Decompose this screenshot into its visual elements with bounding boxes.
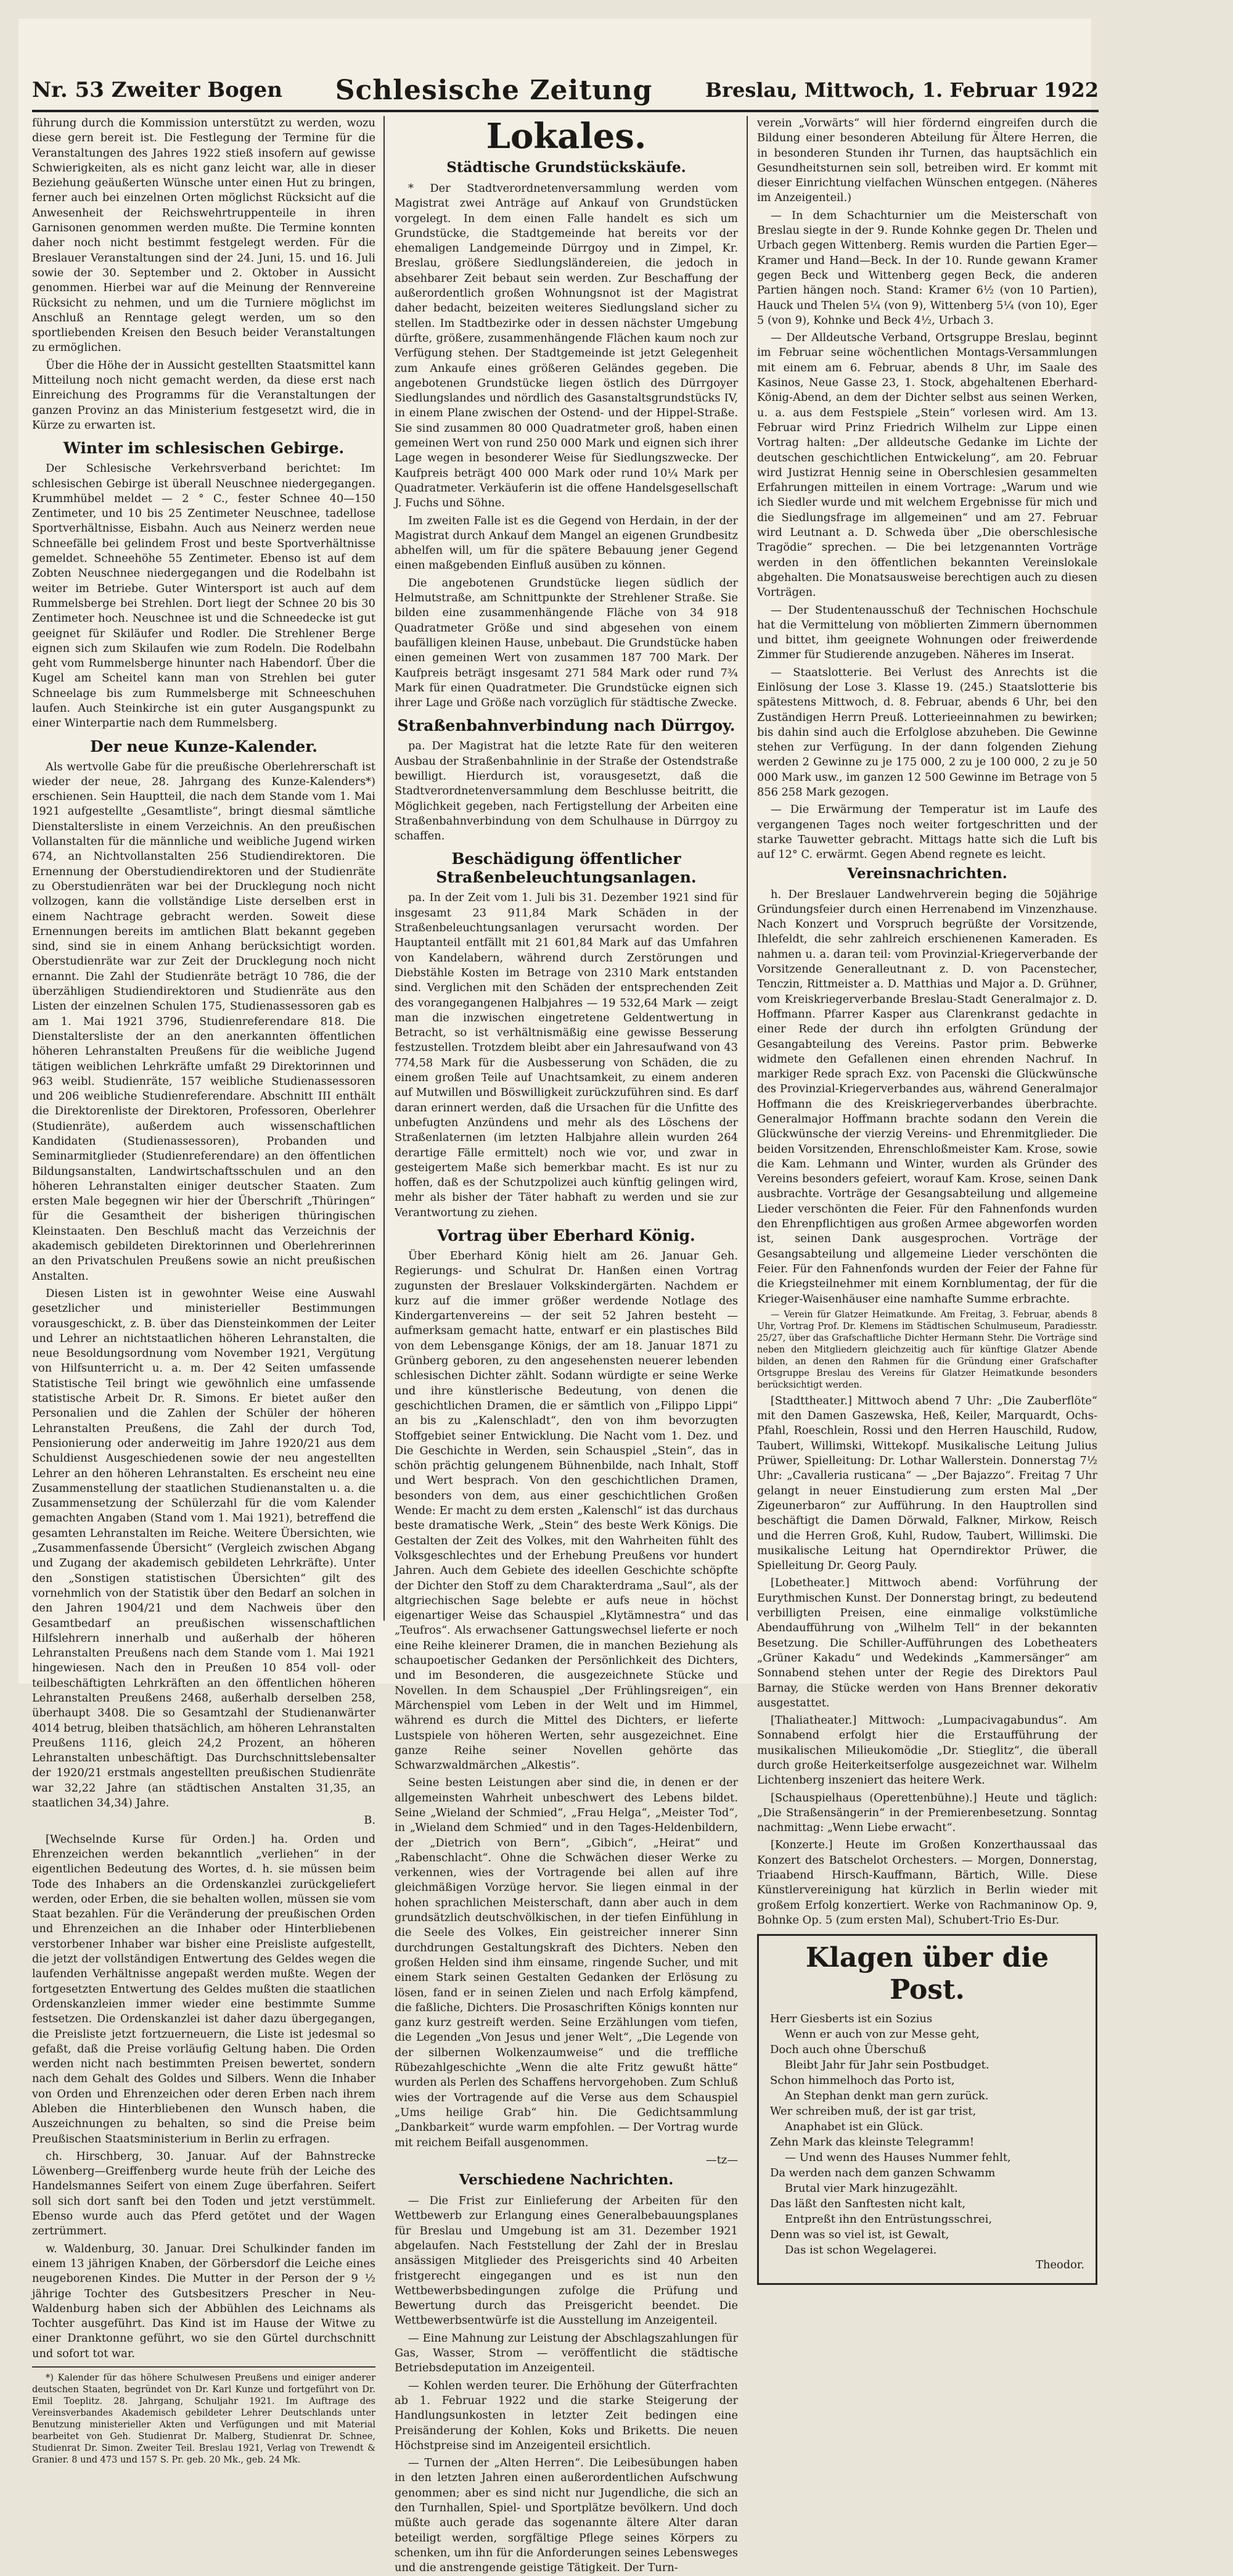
article-paragraph: Die angebotenen Grundstücke liegen südlich der Helmutstraße, am Schnittpunkte der Strehlener Straße. Sie bilden eine zusammenhängende Fläche von 34 918 Quadratmeter Größe und sind abgesehen von einem baufälligen kleinen Hause, unbebaut. Die Grundstücke haben einen gemeinen Wert von zusammen 187 700 Mark. Der Kaufpreis beträgt insgesamt 271 584 Mark oder rund 7¾ Mark für einen Quadratmeter. Die Grundstücke eignen sich ihrer Lage und Größe nach vorzüglich für städtische Zwecke. bbox=[395, 576, 738, 710]
article-paragraph: — Der Alldeutsche Verband, Ortsgruppe Breslau, beginnt im Februar seine wöchentlichen Montags-Versammlungen mit einem am 6. Februar, abends 8 Uhr, im Saale des Kasinos, Neue Gasse 23, 1. Stock, abgehaltenen Eberhard-König-Abend, an dem der Dichter selbst aus seinen Werken, u. a. aus dem Festspiele „Stein“ vorlesen wird. Am 13. Februar wird Prinz Friedrich Wilhelm zur Lippe einen Vortrag halten: „Der alldeutsche Gedanke im Lichte der deutschen geschichtlichen Entwickelung“, am 20. Februar wird Justizrat Hennig seine in Oberschlesien gesammelten Erfahrungen mitteilen in einem Vortrage: „Warum und wie ich Siedler wurde und mit welchem Ergebnisse für mich und die Siedlungsfrage im allgemeinen“ und am 27. Februar wird Leutnant a. D. Schweda über „Die oberschlesische Tragödie“ sprechen. — Die bei letzgenannten Vorträge werden in den öffentlichen bekannten Vereinslokale abgehalten. Die Monatsausweise berechtigen auch zu diesen Vorträgen. bbox=[757, 331, 1097, 599]
dateline: Breslau, Mittwoch, 1. Februar 1922 bbox=[705, 78, 1099, 102]
article-paragraph: [Thaliatheater.] Mittwoch: „Lumpacivagabundus“. Am Sonnabend erfolgt hier die Erstaufführung der musikalischen Milieukomödie „Dr. Stieglitz“, die überall durch große Heiterkeitserfolge ausgezeichnet war. Wilhelm Lichtenberg inszeniert das heitere Werk. bbox=[757, 1714, 1097, 1787]
poem-line: Zehn Mark das kleinste Telegramm! bbox=[770, 2136, 975, 2149]
article-paragraph: Im zweiten Falle ist es die Gegend von Herdain, in der der Magistrat durch Ankauf dem Mangel an eigenen Grundbesitz abhelfen will, um für die spätere Bebauung jener Gegend einen maßgebenden Einfluß ausüben zu können. bbox=[395, 514, 738, 572]
article-paragraph: — Die Erwärmung der Temperatur ist im Laufe des vergangenen Tages noch weiter fortgeschritten und der starke Tauwetter gebracht. Mittags hatte sich die Luft bis auf 12° C. erwärmt. Gegen Abend regnete es leicht. bbox=[757, 803, 1097, 862]
divider bbox=[32, 2366, 375, 2368]
poem-line: Anaphabet ist ein Glück. bbox=[785, 2120, 924, 2134]
article-heading: Vortrag über Eberhard König. bbox=[437, 1227, 695, 1245]
footnote: *) Kalender für das höhere Schulwesen Preußens und einiger anderer deutschen Staaten, begründet von Dr. Karl Kunze und fortgeführt von Dr. Emil Toeplitz. 28. Jahrgang, Schuljahr 1921. Im Auftrage des Vereinsverbandes Akademisch gebildeter Lehrer Deutschlands unter Benutzung ministerieller Akten und Verfügungen und mit Material bearbeitet von Geh. Studienrat Dr. Malberg, Studienrat Dr. Schnee, Studienrat Dr. Simon. Zweiter Teil. Breslau 1921, Verlag von Trewendt & Granier. 8 und 473 und 157 S. Pr. geb. 20 Mk., geb. 24 Mk. bbox=[32, 2373, 375, 2466]
poem-line: Herr Giesberts ist ein Sozius bbox=[770, 2012, 933, 2026]
article-heading: Straßenbahnverbindung nach Dürrgoy. bbox=[397, 717, 735, 735]
article-paragraph: — Turnen der „Alten Herren“. Die Leibesübungen haben in den letzten Jahren einen außerordentlichen Aufschwung genommen; aber es sind nicht nur Jugendliche, die sich an den Turnhallen, Spiel- und Sportplätze bevölkern. Und doch müßte auch gerade das sogenannte ältere Alter daran beteiligt werden, sorgfältige Pflege seines Körpers zu schenken, um ihn für die Anforderungen seines Lebensweges und die anstrengende geistige Tätigkeit. Der Turn- bbox=[395, 2456, 738, 2575]
notice-small-print: — Verein für Glatzer Heimatkunde. Am Freitag, 3. Februar, abends 8 Uhr, Vortrag Prof. Dr. Klemens im Städtischen Schulmuseum, Paradiesstr. 25/27, über das Grafschaftliche Dichter Hermann Stehr. Die Vorträge sind neben den Mitgliedern gleichzeitig auch für künftige Glatzer Abende bilden, an denen den Rahmen für die Gründung einer Grafschafter Ortsgruppe Breslau des Vereins für Glatzer Heimatkunde besonders berücksichtigt werden. bbox=[757, 1309, 1097, 1390]
poem-title: Klagen über die Post. bbox=[805, 1942, 1049, 2006]
column-divider bbox=[383, 116, 385, 1621]
article-paragraph: Diesen Listen ist in gewohnter Weise eine Auswahl gesetzlicher und ministerieller Bestimmungen vorausgeschickt, z. B. über das Diensteinkommen der Leiter und Lehrer an nichtstaatlichen höheren Lehranstalten, die neue Besoldungsordnung vom November 1921, Vergütung von Hilfsunterricht u. a. m. Der 42 Seiten umfassende Statistische Teil bringt wie gewöhnlich eine umfassende statistische Arbeit Dr. R. Simons. Er bietet außer den Personalien und die Zahlen der Schüler der höheren Lehranstalten Preußens, die Zahl der durch Tod, Pensionierung oder anderweitig im Jahre 1920/21 aus dem Schuldienst Ausgeschiedenen sowie der neu angestellten Lehrer an den höheren Lehranstalten. Es erscheint neu eine Zusammenstellung der staatlichen Studienanstalten u. a. die Zusammensetzung der Schülerzahl für die vom Kalender gemachten Angaben (Stand vom 1. Mai 1921), betreffend die gesamten Lehranstalten im Reiche. Weitere Übersichten, wie „Zusammenfassende Übersicht“ (Vergleich zwischen Abgang und Zugang der akademisch gebildeten Lehrkräfte). Unter den „Sonstigen statistischen Übersichten“ gilt des vornehmlich von der Statistik über den Bedarf an solchen in den Jahren 1904/21 und dem Nachweis über den Gesamtbedarf an preußischen wissenschaftlichen Hilfslehrern innerhalb und außerhalb der höheren Lehranstalten Preußens nach dem Stande vom 1. Mai 1921 hingewiesen. Nach den in Preußen 10 854 voll- oder teilbeschäftigten Lehrkräften an den öffentlichen höheren Lehranstalten Preußens 2468, außerhalb derselben 258, überhaupt 3408. Die so Gesamtzahl der Studienanwärter 4014 betrug, bleiben thatsächlich, am höheren Lehranstalten Preußens 1116, gleich 24,2 Prozent, an höheren Lehranstalten unbeschäftigt. Das Durchschnittslebensalter der 1920/21 erstmals angestellten preußischen Studienräte war 32,22 Jahre (an städtischen Anstalten 31,35, an staatlichen 34,34) Jahre. bbox=[32, 1286, 375, 1810]
author-signature: —tz— bbox=[705, 2153, 738, 2167]
article-paragraph: [Konzerte.] Heute im Großen Konzerthaussaal das Konzert des Batschelot Orchesters. — Morgen, Donnerstag, Triaabend Hirsch-Kauffmann, Bärtich, Wille. Diese Künstlervereinigung hat kürzlich in Berlin wieder mit großem Erfolg konzertiert. Werke von Rachmaninow Op. 9, Bohnke Op. 5 (zum ersten Mal), Schubert-Trio Es-Dur. bbox=[757, 1838, 1097, 1927]
poem-line: Da werden nach dem ganzen Schwamm bbox=[770, 2167, 996, 2180]
article-heading: Vereinsnachrichten. bbox=[847, 865, 1007, 882]
article-paragraph: Der Schlesische Verkehrsverband berichtet: Im schlesischen Gebirge ist überall Neuschnee niedergegangen. Krummhübel meldet — 2 ° C., fester Schnee 40—150 Zentimeter, und 10 bis 25 Zentimeter Neuschnee, tadellose Sportverhältnisse, Eisbahn. Auch aus Neinerz werden neue Schneefälle bei gelindem Frost und beste Sportverhältnisse gemeldet. Schneehöhe 55 Zentimeter. Ebenso ist auf dem Zobten Neuschnee niedergegangen und die Rodelbahn ist weiter im Betriebe. Guter Wintersport ist auch auf dem Rummelsberge bei Strehlen. Dort liegt der Schnee 20 bis 30 Zentimeter hoch. Neuschnee ist und die Schneedecke ist gut geeignet für Skiläufer und Rodler. Die Strehlener Berge eignen sich zum Skilaufen wie zum Rodeln. Die Rodelbahn geht vom Rummelsberge hinunter nach Habendorf. Über die Kugel am Scheitel kann man von Strehlen bei guter Schneelage bis zum Rummelsberge mit Schneeschuhen laufen. Auch Steinkirche ist ein guter Ausgangspunkt zu einer Winterpartie nach dem Rummelsberg. bbox=[32, 462, 375, 730]
poem-line: Wenn er auch von zur Messe geht, bbox=[785, 2028, 980, 2041]
article-heading: Verschiedene Nachrichten. bbox=[459, 2171, 674, 2189]
poem-line: Das läßt den Sanftesten nicht kalt, bbox=[770, 2197, 966, 2211]
poem-box bbox=[757, 1934, 1097, 2284]
article-paragraph: — Eine Mahnung zur Leistung der Abschlagszahlungen für Gas, Wasser, Strom — veröffentlicht die städtische Betriebsdeputation im Anzeigenteil. bbox=[395, 2331, 738, 2375]
article-paragraph: Über die Höhe der in Aussicht gestellten Staatsmittel kann Mitteilung noch nicht gemacht werden, da diese erst nach Einreichung des Programms für die Veranstaltungen der ganzen Provinz an das Ministerium festgesetzt wird, die in Kürze zu erwarten ist. bbox=[32, 358, 375, 432]
article-paragraph: [Stadttheater.] Mittwoch abend 7 Uhr: „Die Zauberflöte“ mit den Damen Gaszewska, Heß, Keiler, Marquardt, Ochs-Pfahl, Roeschlein, Rossi und den Herren Hauschild, Rudow, Taubert, Willimski, Wittekopf. Musikalische Leitung Julius Prüwer, Spielleitung: Dr. Lothar Wallerstein. Donnerstag 7½ Uhr: „Cavalleria rusticana“ — „Der Bajazzo“. Freitag 7 Uhr gelangt in neuer Einstudierung zum ersten Mal „Der Zigeunerbaron“ zur Aufführung. In den Hauptrollen sind beschäftigt die Damen Dörwald, Falkner, Mirkow, Reisch und die Herren Groß, Kuhl, Rudow, Taubert, Willimski. Die musikalische Leitung hat Operndirektor Prüwer, die Spielleitung Dr. Georg Pauly. bbox=[757, 1394, 1097, 1573]
article-heading: Winter im schlesischen Gebirge. bbox=[63, 439, 345, 458]
poem-line: Doch auch ohne Überschuß bbox=[770, 2043, 927, 2057]
article-paragraph: [Wechselnde Kurse für Orden.] ha. Orden und Ehrenzeichen werden bekanntlich „verliehen“ in der eigentlichen Bedeutung des Wortes, d. h. sie müssen beim Tode des Inhabers an die Ordenskanzlei zurückgeliefert werden, oder Erben, die sie behalten wollen, müssen sie vom Staat bezahlen. Für die Veränderung der preußischen Orden und Ehrenzeichen an die Inhaber oder Hinterbliebenen verstorbener Inhaber war bisher eine Preisliste aufgestellt, die jetzt der vollständigen Entwertung des Geldes wegen die laufenden Verhältnisse angepaßt werden mußte. Wegen der fortgesetzten Entwertung des Geldes mußten die staatlichen Ordenskanzleien immer wieder eine bestimmte Summe festsetzen. Die Ordenskanzlei ist daher dazu übergegangen, die Preisliste jetzt fortzuerneuern, die Liste ist jedesmal so gefaßt, daß die Preise vorläufig Geltung haben. Die Orden werden nicht nach bestimmten Preisen bewertet, sondern nach dem Gehalt des Goldes und Silbers. Wenn die Inhaber von Orden und Ehrenzeichen oder deren Erben nach ihrem Ableben die Hinterbliebenen den Wunsch haben, die Auszeichnungen zu behalten, so sind die Preise beim Preußischen Staatsministerium in Berlin zu erfragen. bbox=[32, 1832, 375, 2146]
column-3 bbox=[757, 116, 1097, 2272]
newspaper-title: Schlesische Zeitung bbox=[335, 74, 653, 106]
article-paragraph: [Schauspielhaus (Operettenbühne).] Heute und täglich: „Die Straßensängerin“ in der Premierenbesetzung. Sonntag nachmittag: „Wenn Liebe erwacht“. bbox=[757, 1791, 1097, 1835]
poem-line: Schon himmelhoch das Porto ist, bbox=[770, 2074, 955, 2088]
article-paragraph: verein „Vorwärts“ will hier fördernd eingreifen durch die Bildung einer besonderen Abteilung für Ältere Herren, die in besonderen Stunden ihr Turnen, das hauptsächlich ein Gesundheitsturnen sein soll, betreiben wird. Er kommt mit dieser Einrichtung vielfachen Wünschen entgegen. (Näheres im Anzeigenteil.) bbox=[757, 117, 1097, 205]
article-paragraph: Als wertvolle Gabe für die preußische Oberlehrerschaft ist wieder der neue, 28. Jahrgang des Kunze-Kalenders*) erschienen. Sein Hauptteil, die nach dem Stande vom 1. Mai 1921 aufgestellte „Gesamtliste“, bringt diesmal sämtliche Dienstaltersliste in einem Verzeichnis. An den preußischen Vollanstalten für die männliche und weibliche Jugend wirken 674, an Nichtvollanstalten 256 Studiendirektoren. Die Ernennung der Oberstudiendirektoren und der Studienräte zu Oberstudienräten war bei der Drucklegung noch nicht vollzogen, kann die vollständige Liste derselben erst in einem Nachtrage gebracht werden. Soweit diese Ernennungen bereits im amtlichen Blatt bekannt gegeben sind, sind sie in einem Anhang berücksichtigt worden. Oberstudienräte war zur Zeit der Drucklegung noch nicht ernannt. Die Zahl der Studienräte beträgt 10 786, die der überzähligen Studiendirektoren und Studienräte aus den Listen der einzelnen Schulen 175, Studienassessoren gab es am 1. Mai 1921 3796, Studienreferendare 818. Die Dienstaltersliste der an den anerkannten öffentlichen höheren Lehranstalten Preußens für die weibliche Jugend tätigen weiblichen Lehrkräfte umfaßt 29 Direktorinnen und 963 weibl. Studienräte, 157 weibliche Studienassessoren und 206 weibliche Studienreferendare. Abschnitt III enthält die Direktorenliste der Direktoren, Professoren, Oberlehrer (Studienräte), außerdem auch wissenschaftlichen Kandidaten (Studienassessoren), Probanden und Seminarmitglieder (Studienreferendare) an den öffentlichen Bildungsanstalten, Landwirtschaftsschulen und an den höheren Lehranstalten einiger deutscher Staaten. Zum ersten Male begegnen wir hier der Überschrift „Thüringen“ für die Gesamtheit der bisherigen thüringischen Kleinstaaten. Den Beschluß macht das Verzeichnis der akademisch gebildeten Direktorinnen und Oberlehrerinnen an den Privatschulen Preußens sowie an nicht preußischen Anstalten. bbox=[32, 760, 375, 1283]
article-paragraph: w. Waldenburg, 30. Januar. Drei Schulkinder fanden im einem 13 jährigen Knaben, der Görbersdorf die Leiche eines neugeborenen Kindes. Die Mutter in der Person der 9 ½ jährige Tochter des Gutsbesitzers Prescher in Neu-Waldenburg haben sich der Abbühlen des Leichnams als Tochter ausgeführt. Das Kind ist im Hause der Witwe zu einer Dranktonne geführt, wo sie den Gürtel durchschnitt und sofort tot war. bbox=[32, 2242, 375, 2360]
article-paragraph: — In dem Schachturnier um die Meisterschaft von Breslau siegte in der 9. Runde Kohnke gegen Dr. Thelen und Urbach gegen Wittenberg. Remis wurden die Partien Eger—Kramer und Hand—Beck. In der 10. Runde gewann Kramer gegen Beck und Wittenberg gegen Beck, die anderen Partien hängen noch. Stand: Kramer 6½ (von 10 Partien), Hauck und Thelen 5¼ (von 9), Wittenberg 5¼ (von 10), Eger 5 (von 9), Kohnke und Beck 4½, Urbach 3. bbox=[757, 208, 1097, 327]
article-paragraph: ch. Hirschberg, 30. Januar. Auf der Bahnstrecke Löwenberg—Greiffenberg wurde heute früh der Leiche des Handelsmannes Seifert von einem Zuge überfahren. Seifert soll sich dort sanft bei den Toden und jetzt verstümmelt. Ebenso wurde auch das Pferd getötet und der Wagen zertrümmert. bbox=[32, 2149, 375, 2238]
poem-line: Brutal vier Mark hinzugezählt. bbox=[785, 2182, 958, 2195]
poem-line: Das ist schon Wegelagerei. bbox=[785, 2244, 937, 2257]
column-divider bbox=[747, 116, 748, 1621]
article-paragraph: — Der Studentenausschuß der Technischen Hochschule hat die Vermittelung von möblierten Zimmern übernommen und bittet, ihm geeignete Wohnungen oder freiwerdende Zimmer für Studierende anzugeben. Näheres im Inserat. bbox=[757, 603, 1097, 662]
poem-line: Denn was so viel ist, ist Gewalt, bbox=[770, 2228, 949, 2242]
poem-line: — Und wenn des Hauses Nummer fehlt, bbox=[785, 2151, 1011, 2165]
poem-line: Entpreßt ihn den Entrüstungsschrei, bbox=[785, 2213, 993, 2226]
article-paragraph: * Der Stadtverordnetenversammlung werden vom Magistrat zwei Anträge auf Ankauf von Grundstücken vorgelegt. In dem einen Falle handelt es sich um Grundstücke, die Stadtgemeinde hat bereits vor der ehemaligen Landgemeinde Dürrgoy und in Zimpel, Kr. Breslau, größere Siedlungsländereien, die jedoch in absehbarer Zeit bebaut sein werden. Zur Beschaffung der außerordentlich großen Wohnungsnot ist der Magistrat daher bedacht, beizeiten weiteres Siedlungsland sicher zu stellen. Im Stadtbezirke oder in dessen nächster Umgebung dürfte, größere, zusammenhängende Flächen kaum noch zur Verfügung stehen. Der Stadtgemeinde ist jetzt Gelegenheit zum Ankaufe eines größeren Geländes gegeben. Die angebotenen Grundstücke liegen östlich des Dürrgoyer Siedlungslandes und nördlich des Gasanstaltsgrundstücks IV, in einem Plane zwischen der Ostend- und der Hippel-Straße. Sie sind zusammen 80 000 Quadratmeter groß, haben einen gemeinen Wert von rund 250 000 Mark und eignen sich ihrer Lage wegen in besonderer Weise für Siedlungszwecke. Der Kaufpreis beträgt 400 000 Mark oder rund 10¼ Mark per Quadratmeter. Verkäuferin ist die offene Handelsgesellschaft J. Fuchs und Söhne. bbox=[395, 182, 738, 510]
article-paragraph: — Die Frist zur Einlieferung der Arbeiten für den Wettbewerb zur Erlangung eines Generalbebauungsplanes für Breslau und Umgebung ist am 31. Dezember 1921 abgelaufen. Nach Feststellung der Zahl der in Breslau ansässigen Mitglieder des Preisgerichts sind 40 Arbeiten fristgerecht eingegangen und es ist nun den Wettbewerbsbedingungen zufolge die Prüfung und Bewertung durch das Preisgericht beendet. Die Wettbewerbsentwürfe ist die Ausstellung im Anzeigenteil. bbox=[395, 2194, 738, 2327]
poem-signature: Theodor. bbox=[1036, 2258, 1084, 2272]
column-2 bbox=[395, 116, 738, 2575]
section-title: Lokales. bbox=[486, 116, 647, 157]
column-1 bbox=[32, 116, 375, 2466]
masthead bbox=[32, 73, 1099, 107]
article-paragraph: — Kohlen werden teurer. Die Erhöhung der Güterfrachten ab 1. Februar 1922 und die starke Steigerung der Handlungsunkosten in letzter Zeit bedingen eine Preisänderung der Kohlen, Koks und Briketts. Die neuen Höchstpreise sind im Anzeigenteil ersichtlich. bbox=[395, 2379, 738, 2452]
article-paragraph: pa. In der Zeit vom 1. Juli bis 31. Dezember 1921 sind für insgesamt 23 911,84 Mark Schäden in der Straßenbeleuchtungsanlagen verursacht worden. Der Hauptanteil entfällt mit 21 601,84 Mark auf das Umfahren von Kandelabern, während durch Zerstörungen und Diebstähle Kosten im Betrage von 2310 Mark entstanden sind. Verglichen mit den Schäden der entsprechenden Zeit des vorangegangenen Halbjahres — 19 532,64 Mark — zeigt man die inzwischen eingetretene Geldentwertung in Betracht, so ist verhältnismäßig eine gewisse Besserung festzustellen. Trotzdem bleibt aber ein Jahresaufwand von 43 774,58 Mark für die Ausbesserung von Schäden, die zu einem großen Teile auf Unachtsamkeit, zu einem anderen auf Mutwillen und Böswilligkeit zurückzuführen sind. Es darf daran erinnert werden, daß die Ursachen für die Unfitte des unbefugten Anzündens und mehr als des Löschens der Straßenlaternen (im letzten Halbjahre allein wurden 264 derartige Fälle ermittelt) noch wie vor, und zwar in gesteigertem Maße sich bemerkbar macht. Es ist nur zu hoffen, daß es der Schutzpolizei auch künftig gelingen wird, mehr als bisher der Täter habhaft zu werden und sie zur Verantwortung zu ziehen. bbox=[395, 891, 738, 1219]
masthead-rule bbox=[32, 110, 1099, 112]
poem-line: Wer schreiben muß, der ist gar trist, bbox=[770, 2105, 977, 2118]
article-paragraph: Seine besten Leistungen aber sind die, in denen er der allgemeinsten Wahrheit unbeschwert des Lebens bildet. Seine „Wieland der Schmied“, „Frau Helga“, „Meister Tod“, in „Wieland dem Schmied“ und in den Tages-Heldenbildern, der „Dietrich von Bern“, „Gibich“, „Heirat“ und „Rabenschlacht“. Ohne die Schwächen dieser Werke zu verkennen, wies der Vortragende bei allen auf ihre gleichmäßigen Vorzüge hervor. Sie liegen einmal in der hohen sprachlichen Meisterschaft, dann aber auch in dem grundsätzlich deutschvölkischen, in der tiefen Einfühlung in die Seele des Volkes, Ein geistreicher innerer Sinn durchdrungen Gestaltungskraft des Dichters. Neben den großen Helden sind ihm einsame, ringende Sucher, und mit einem Stark seinen Gestalten Gedanken der Erlösung zu lösen, fand er in seinen Zielen und nach Erfolg kämpfend, die faßliche, Dichters. Die Prosaschriften Königs konnten nur ganz kurz gestreift werden. Seine Erzählungen vom tiefen, die Legenden „Von Jesus und jener Welt“, „Die Legende von der silbernen Wolkenzaumweise“ und die treffliche Rübezahlgeschichte „Wenn die alte Fritz gewußt hätte“ wurden als Perlen des Schaffens hervorgehoben. Zum Schluß wies der Vortragende auf die Verse aus dem Schauspiel „Ums heilige Grab“ hin. Die Gedichtsammlung „Dankbarkeit“ wurde warm empfohlen. — Der Vortrag wurde mit reichem Beifall ausgenommen. bbox=[395, 1776, 738, 2149]
article-paragraph: führung durch die Kommission unterstützt zu werden, wozu diese gern bereit ist. Die Festlegung der Termine für die Veranstaltungen des Jahres 1922 stieß insofern auf gewisse Schwierigkeiten, als es nicht ganz leicht war, alle in dieser Beziehung geäußerten Wünsche unter einen Hut zu bringen, ferner auch bei einzelnen Orten möglichst Rücksicht auf die Anwesenheit der Reichswehrtruppenteile in ihren Garnisonen genommen werden mußte. Die Termine konnten daher noch nicht bestimmt festgelegt werden. Für die Breslauer Veranstaltungen sind der 24. Juni, 15. und 16. Juli sowie der 30. September und 2. Oktober in Aussicht genommen. Hierbei war auf die Meinung der Rennvereine Rücksicht zu nehmen, und um die Turniere möglichst im Anschluß an Renntage gelegt werden, um so den sportliebenden Kreisen den Besuch beider Veranstaltungen zu ermöglichen. bbox=[32, 117, 375, 355]
article-paragraph: — Staatslotterie. Bei Verlust des Anrechts ist die Einlösung der Lose 3. Klasse 19. (245.) Staatslotterie bis spätestens Mittwoch, d. 8. Februar, abends 6 Uhr, bei den Zuständigen Herrn Preuß. Lotterieeinnahmen zu bewirken; bis dahin sind auch die Erfolglose abzuheben. Die Gewinne stehen zur Verfügung. In der dann folgenden Ziehung werden 2 Gewinne zu je 175 000, 2 zu je 100 000, 2 zu je 50 000 Mark usw., im ganzen 12 500 Gewinne im Betrage von 5 856 258 Mark gezogen. bbox=[757, 665, 1097, 799]
article-paragraph: [Lobetheater.] Mittwoch abend: Vorführung der Eurythmischen Kunst. Der Donnerstag bringt, zu bedeutend verbilligten Preisen, eine einmalige volkstümliche Abendaufführung von „Wilhelm Tell“ in der bekannten Besetzung. Die Schiller-Aufführungen des Lobetheaters „Grüner Kakadu“ und Wedekinds „Kammersänger“ am Sonnabend stehen unter der Regie des Direktors Paul Barnay, die Stücke werden von Hans Brenner dekorativ ausgestattet. bbox=[757, 1576, 1097, 1710]
poem-line: Bleibt Jahr für Jahr sein Postbudget. bbox=[785, 2059, 989, 2072]
author-signature: B. bbox=[364, 1814, 375, 1827]
issue-number: Nr. 53 Zweiter Bogen bbox=[32, 78, 282, 102]
article-heading: Der neue Kunze-Kalender. bbox=[90, 737, 317, 755]
poem-line: An Stephan denkt man gern zurück. bbox=[785, 2089, 989, 2103]
article-paragraph: pa. Der Magistrat hat die letzte Rate für den weiteren Ausbau der Straßenbahnlinie in der Straße der Ostendstraße bewilligt. Hierdurch ist, vorausgesetzt, daß die Stadtverordnetenversammlung dem Beschlusse beitritt, die Möglichkeit gegeben, nach Fertigstellung der Arbeiten eine Straßenbahnverbindung von dem Schulhause in Dürrgoy zu schaffen. bbox=[395, 739, 738, 843]
article-heading: Beschädigung öffentlicher Straßenbeleuchtungsanlagen. bbox=[436, 850, 697, 887]
article-paragraph: h. Der Breslauer Landwehrverein beging die 50jährige Gründungsfeier durch einen Herrenabend im Vinzenzhause. Nach Konzert und Vorspruch begrüßte der Vorsitzende, Ihlefeldt, die sehr zahlreich erschienenen Kameraden. Es nahmen u. a. daran teil: vom Provinzial-Kriegerverbande der Vorsitzende Generalleutnant z. D. von Pacenstecher, Tenczin, Rittmeister a. D. Matthias und Major a. D. Grühner, vom Kreiskriegerverbande Breslau-Stadt Generalmajor z. D. Hoffmann. Pfarrer Kasper aus Clarenkranst gedachte in einer Rede der durch ihn erfolgten Gründung der Gesangabteilung des Vereins. Pastor prim. Bebwerke widmete den Gefallenen einen ehrenden Nachruf. In markiger Rede sprach Exz. von Pacenski die Glückwünsche des Provinzial-Kriegerverbandes aus, während Generalmajor Hoffmann die des Kreiskriegerverbandes überbrachte. Generalmajor Hoffmann brachte sodann den Verein die Glückwünsche der vierzig Vereins- und Ehrenmitglieder. Die beiden Vorsitzenden, Ehrenschloßmeister Kam. Krose, sowie die Kam. Lehmann und Winter, wurden als Gründer des Vereins besonders gefeiert, worauf Kam. Krose, seinen Dank ausbrachte. Vorträge der Gesangsabteilung und allgemeine Lieder verschönten die Feier. Für den Fahnenfonds wurden den Ehrenpflichtigen aus großen Armee abgeworfen worden ist, seinen Dank ausgesprochen. Vorträge der Gesangsabteilung und allgemeine Lieder verschönten die Feier. Für den Fahnenfonds wurden der Feier der Fahne für die Kriegsteilnehmer mit einem Kornblumentag, der für die Krieger-Waisenhäuser eine namhafte Summe erbrachte. bbox=[757, 887, 1097, 1306]
article-paragraph: Über Eberhard König hielt am 26. Januar Geh. Regierungs- und Schulrat Dr. Hanßen einen Vortrag zugunsten der Breslauer Volkskindergärten. Nachdem er kurz auf die immer größer werdende Notlage des Kindergartenvereins — der seit 52 Jahren besteht — aufmerksam gemacht hatte, entwarf er ein plastisches Bild von dem Lebensgange Königs, der am 18. Januar 1871 zu Grünberg geboren, zu den angesehensten neuerer lebenden schlesischen Dichter zählt. Sodann würdigte er seine Werke und ihre künstlerische Bedeutung, von denen die geschichtlichen Dramen, die er sämtlich von „Filippo Lippi“ an bis zu „Kalenschladt“, den von ihm bevorzugten Stoffgebiet seiner Entwicklung. Die Nacht vom 1. Dez. und Die Geschichte in Werden, sein Schauspiel „Stein“, das in schön prächtig gelungenem Bühnenbilde, nach Inhalt, Stoff und Wert besprach. Von den geschichtlichen Dramen, besonders von dem, aus einer geschichtlichen Großen Wende: Er macht zu dem ersten „Kalenschl“ ist das durchaus beste dramatische Werk, „Stein“ des beste Werk Königs. Die Gestalten der Zeit des Volkes, mit den Wahrheiten fühlt des Volksgeschlechtes und der Erhebung Preußens vor hundert Jahren. Auch dem Gebiete des ideellen Geschichte schöpfte der Dichter den Stoff zu dem Charakterdrama „Saul“, als der altgriechischen Sage belebte er aufs neue in höchst eigenartiger Weise das Schauspiel „Klytämnestra“ und das „Teufros“. Als erwachsener Gattungswechsel lieferte er noch eine Reihe kleinerer Dramen, die in manchen Beziehung als schaupoetischer Gedanken der Persönlichkeit des Dichters, und im Besonderen, die ausgezeichnete Stücke und Novellen. In dem Schauspiel „Der Frühlingsreigen“, ein Märchenspiel vom Leben in der Welt und im Himmel, während es durch die Mittel des Dichters, er lieferte Lustspiele von höheren Werten, sehr ausgezeichnet. Eine ganze Reihe seiner Novellen gehörte das Schwarzwaldmärchen „Alkestis“. bbox=[395, 1249, 738, 1772]
article-heading: Städtische Grundstückskäufe. bbox=[446, 159, 686, 176]
